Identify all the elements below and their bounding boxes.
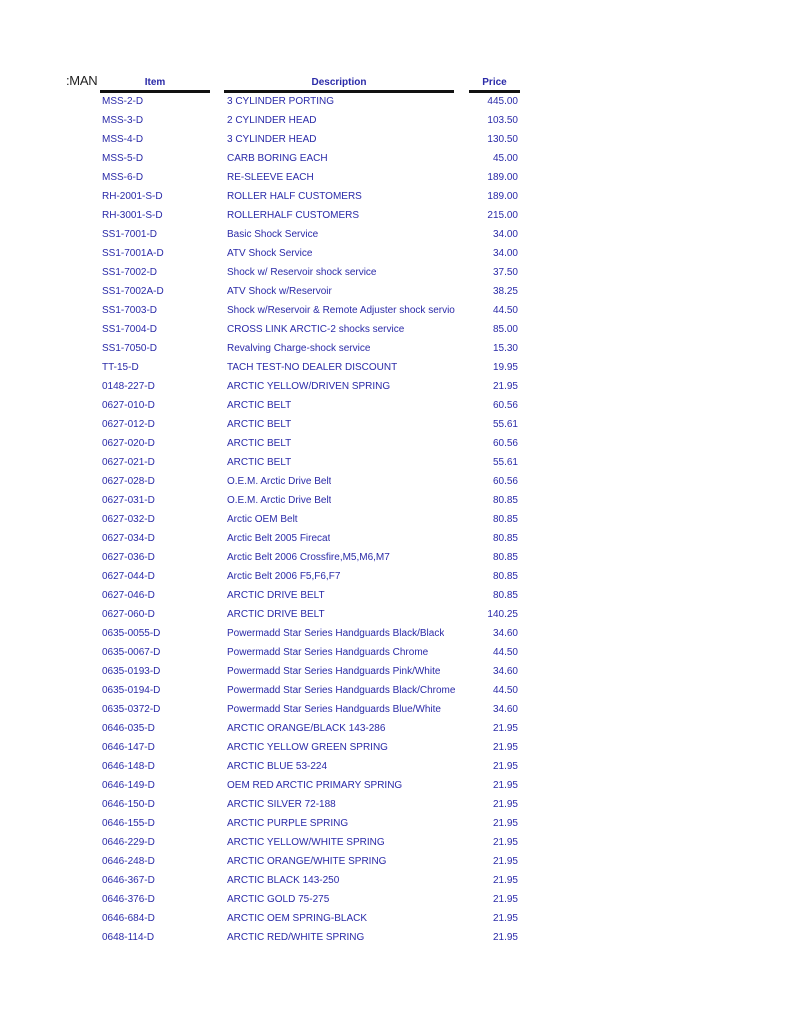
description-cell: ATV Shock w/Reservoir xyxy=(227,286,332,297)
description-cell: OEM RED ARCTIC PRIMARY SPRING xyxy=(227,780,403,791)
table-row xyxy=(0,701,800,720)
description-cell: ARCTIC DRIVE BELT xyxy=(227,590,325,601)
item-code-cell: SS1-7050-D xyxy=(102,343,158,354)
price-cell: 21.95 xyxy=(492,818,518,829)
description-cell: O.E.M. Arctic Drive Belt xyxy=(227,476,332,487)
item-code-cell: 0627-028-D xyxy=(102,476,155,487)
price-cell: 21.95 xyxy=(492,723,518,734)
item-code-cell: 0646-147-D xyxy=(102,742,155,753)
table-row xyxy=(0,530,800,549)
description-cell: ARCTIC YELLOW/DRIVEN SPRING xyxy=(227,381,391,392)
table-row xyxy=(0,682,800,701)
table-row xyxy=(0,644,800,663)
table-row xyxy=(0,720,800,739)
item-code-cell: 0646-229-D xyxy=(102,837,155,848)
price-cell: 19.95 xyxy=(492,362,518,373)
description-cell: Powermadd Star Series Handguards Black/Chrome xyxy=(227,685,456,696)
description-cell: CARB BORING EACH xyxy=(227,153,328,164)
table-row xyxy=(0,663,800,682)
description-cell: ARCTIC GOLD 75-275 xyxy=(227,894,330,905)
table-row xyxy=(0,435,800,454)
price-cell: 15.30 xyxy=(492,343,518,354)
item-code-cell: 0635-0193-D xyxy=(102,666,161,677)
price-cell: 103.50 xyxy=(487,115,518,126)
description-cell: ARCTIC OEM SPRING-BLACK xyxy=(227,913,368,924)
item-code-cell: MSS-4-D xyxy=(102,134,144,145)
item-code-cell: 0627-020-D xyxy=(102,438,155,449)
description-cell: Shock w/Reservoir & Remote Adjuster shock servio xyxy=(227,305,455,316)
description-cell: Basic Shock Service xyxy=(227,229,319,240)
price-cell: 34.60 xyxy=(492,704,518,715)
table-row xyxy=(0,929,800,948)
price-cell: 21.95 xyxy=(492,913,518,924)
description-cell: ARCTIC ORANGE/BLACK 143-286 xyxy=(227,723,386,734)
item-code-cell: 0627-021-D xyxy=(102,457,155,468)
table-row xyxy=(0,606,800,625)
item-code-cell: TT-15-D xyxy=(102,362,139,373)
item-code-cell: RH-3001-S-D xyxy=(102,210,163,221)
description-cell: ARCTIC YELLOW GREEN SPRING xyxy=(227,742,388,753)
description-cell: ARCTIC BLACK 143-250 xyxy=(227,875,340,886)
table-row xyxy=(0,549,800,568)
price-cell: 80.85 xyxy=(492,571,518,582)
price-cell: 21.95 xyxy=(492,875,518,886)
description-cell: RE-SLEEVE EACH xyxy=(227,172,314,183)
price-cell: 44.50 xyxy=(492,647,518,658)
price-cell: 55.61 xyxy=(492,419,518,430)
table-row xyxy=(0,150,800,169)
description-cell: TACH TEST-NO DEALER DISCOUNT xyxy=(227,362,398,373)
item-code-cell: 0635-0067-D xyxy=(102,647,161,658)
table-row xyxy=(0,511,800,530)
item-code-cell: 0627-031-D xyxy=(102,495,155,506)
table-row xyxy=(0,587,800,606)
item-code-cell: 0646-149-D xyxy=(102,780,155,791)
table-row xyxy=(0,568,800,587)
header-item-label: Item xyxy=(144,77,166,88)
price-cell: 80.85 xyxy=(492,590,518,601)
price-cell: 38.25 xyxy=(492,286,518,297)
price-cell: 80.85 xyxy=(492,514,518,525)
table-row xyxy=(0,112,800,131)
price-cell: 21.95 xyxy=(492,761,518,772)
price-cell: 60.56 xyxy=(492,438,518,449)
description-cell: Powermadd Star Series Handguards Blue/White xyxy=(227,704,441,715)
item-code-cell: SS1-7003-D xyxy=(102,305,158,316)
truncated-title-fragment: :MAN xyxy=(66,73,98,88)
description-cell: CROSS LINK ARCTIC-2 shocks service xyxy=(227,324,405,335)
description-cell: ARCTIC BELT xyxy=(227,400,292,411)
item-code-cell: 0148-227-D xyxy=(102,381,155,392)
table-row xyxy=(0,397,800,416)
table-row xyxy=(0,739,800,758)
item-code-cell: MSS-6-D xyxy=(102,172,144,183)
description-cell: Shock w/ Reservoir shock service xyxy=(227,267,377,278)
price-cell: 80.85 xyxy=(492,533,518,544)
price-cell: 130.50 xyxy=(487,134,518,145)
description-cell: Arctic Belt 2005 Firecat xyxy=(227,533,331,544)
table-row xyxy=(0,302,800,321)
table-row xyxy=(0,93,800,112)
description-cell: ARCTIC BELT xyxy=(227,438,292,449)
description-cell: ARCTIC ORANGE/WHITE SPRING xyxy=(227,856,387,867)
item-code-cell: MSS-3-D xyxy=(102,115,144,126)
item-code-cell: 0648-114-D xyxy=(102,932,155,943)
description-cell: ARCTIC BLUE 53-224 xyxy=(227,761,328,772)
table-row xyxy=(0,131,800,150)
table-row xyxy=(0,454,800,473)
item-code-cell: SS1-7002-D xyxy=(102,267,158,278)
table-row xyxy=(0,188,800,207)
table-row xyxy=(0,910,800,929)
item-code-cell: 0627-046-D xyxy=(102,590,155,601)
description-cell: 3 CYLINDER PORTING xyxy=(227,96,335,107)
price-cell: 21.95 xyxy=(492,799,518,810)
description-cell: ARCTIC SILVER 72-188 xyxy=(227,799,336,810)
table-row xyxy=(0,891,800,910)
price-cell: 21.95 xyxy=(492,381,518,392)
description-cell: Powermadd Star Series Handguards Chrome xyxy=(227,647,429,658)
table-row xyxy=(0,264,800,283)
price-cell: 45.00 xyxy=(492,153,518,164)
price-list-table xyxy=(0,93,800,948)
price-cell: 215.00 xyxy=(487,210,518,221)
description-cell: ARCTIC YELLOW/WHITE SPRING xyxy=(227,837,385,848)
description-cell: Powermadd Star Series Handguards Pink/White xyxy=(227,666,441,677)
description-cell: ATV Shock Service xyxy=(227,248,313,259)
item-code-cell: 0635-0055-D xyxy=(102,628,161,639)
price-cell: 21.95 xyxy=(492,780,518,791)
description-cell: ARCTIC PURPLE SPRING xyxy=(227,818,349,829)
item-code-cell: 0646-148-D xyxy=(102,761,155,772)
table-row xyxy=(0,834,800,853)
item-code-cell: 0627-012-D xyxy=(102,419,155,430)
price-cell: 21.95 xyxy=(492,837,518,848)
price-cell: 80.85 xyxy=(492,552,518,563)
item-code-cell: SS1-7002A-D xyxy=(102,286,164,297)
price-cell: 60.56 xyxy=(492,476,518,487)
price-cell: 60.56 xyxy=(492,400,518,411)
item-code-cell: 0646-248-D xyxy=(102,856,155,867)
table-row xyxy=(0,378,800,397)
table-row xyxy=(0,625,800,644)
item-code-cell: SS1-7004-D xyxy=(102,324,158,335)
price-cell: 55.61 xyxy=(492,457,518,468)
table-row xyxy=(0,853,800,872)
price-cell: 44.50 xyxy=(492,305,518,316)
description-cell: Arctic OEM Belt xyxy=(227,514,298,525)
price-cell: 21.95 xyxy=(492,894,518,905)
price-cell: 85.00 xyxy=(492,324,518,335)
table-row xyxy=(0,321,800,340)
table-row xyxy=(0,416,800,435)
table-row xyxy=(0,340,800,359)
header-description-label: Description xyxy=(311,77,367,88)
price-cell: 34.60 xyxy=(492,628,518,639)
description-cell: O.E.M. Arctic Drive Belt xyxy=(227,495,332,506)
price-cell: 80.85 xyxy=(492,495,518,506)
description-cell: ARCTIC BELT xyxy=(227,457,292,468)
description-cell: ROLLERHALF CUSTOMERS xyxy=(227,210,360,221)
item-code-cell: MSS-5-D xyxy=(102,153,144,164)
table-row xyxy=(0,815,800,834)
table-row xyxy=(0,872,800,891)
price-cell: 34.00 xyxy=(492,229,518,240)
description-cell: 3 CYLINDER HEAD xyxy=(227,134,317,145)
item-code-cell: SS1-7001-D xyxy=(102,229,158,240)
table-row xyxy=(0,207,800,226)
description-cell: Arctic Belt 2006 F5,F6,F7 xyxy=(227,571,341,582)
item-code-cell: 0627-010-D xyxy=(102,400,155,411)
price-cell: 34.60 xyxy=(492,666,518,677)
item-code-cell: 0646-035-D xyxy=(102,723,155,734)
header-price-label: Price xyxy=(482,77,507,88)
table-row xyxy=(0,226,800,245)
table-row xyxy=(0,796,800,815)
price-cell: 21.95 xyxy=(492,742,518,753)
item-code-cell: MSS-2-D xyxy=(102,96,144,107)
table-row xyxy=(0,777,800,796)
description-cell: ROLLER HALF CUSTOMERS xyxy=(227,191,362,202)
item-code-cell: 0646-684-D xyxy=(102,913,155,924)
price-cell: 189.00 xyxy=(487,191,518,202)
description-cell: ARCTIC RED/WHITE SPRING xyxy=(227,932,365,943)
description-cell: Arctic Belt 2006 Crossfire,M5,M6,M7 xyxy=(227,552,390,563)
item-code-cell: SS1-7001A-D xyxy=(102,248,164,259)
description-cell: ARCTIC DRIVE BELT xyxy=(227,609,325,620)
description-cell: Revalving Charge-shock service xyxy=(227,343,371,354)
table-row xyxy=(0,245,800,264)
table-row xyxy=(0,492,800,511)
item-code-cell: 0627-036-D xyxy=(102,552,155,563)
price-cell: 37.50 xyxy=(492,267,518,278)
price-cell: 189.00 xyxy=(487,172,518,183)
item-code-cell: 0627-060-D xyxy=(102,609,155,620)
item-code-cell: 0635-0372-D xyxy=(102,704,161,715)
price-cell: 44.50 xyxy=(492,685,518,696)
table-row xyxy=(0,359,800,378)
item-code-cell: 0627-044-D xyxy=(102,571,155,582)
item-code-cell: 0646-367-D xyxy=(102,875,155,886)
table-row xyxy=(0,758,800,777)
table-row xyxy=(0,473,800,492)
table-row xyxy=(0,283,800,302)
description-cell: 2 CYLINDER HEAD xyxy=(227,115,317,126)
item-code-cell: 0646-155-D xyxy=(102,818,155,829)
price-cell: 21.95 xyxy=(492,856,518,867)
item-code-cell: 0627-034-D xyxy=(102,533,155,544)
item-code-cell: 0646-376-D xyxy=(102,894,155,905)
item-code-cell: 0646-150-D xyxy=(102,799,155,810)
price-cell: 445.00 xyxy=(487,96,518,107)
table-row xyxy=(0,169,800,188)
item-code-cell: 0635-0194-D xyxy=(102,685,161,696)
description-cell: Powermadd Star Series Handguards Black/Black xyxy=(227,628,445,639)
item-code-cell: RH-2001-S-D xyxy=(102,191,163,202)
item-code-cell: 0627-032-D xyxy=(102,514,155,525)
price-cell: 21.95 xyxy=(492,932,518,943)
price-cell: 140.25 xyxy=(487,609,518,620)
description-cell: ARCTIC BELT xyxy=(227,419,292,430)
price-cell: 34.00 xyxy=(492,248,518,259)
